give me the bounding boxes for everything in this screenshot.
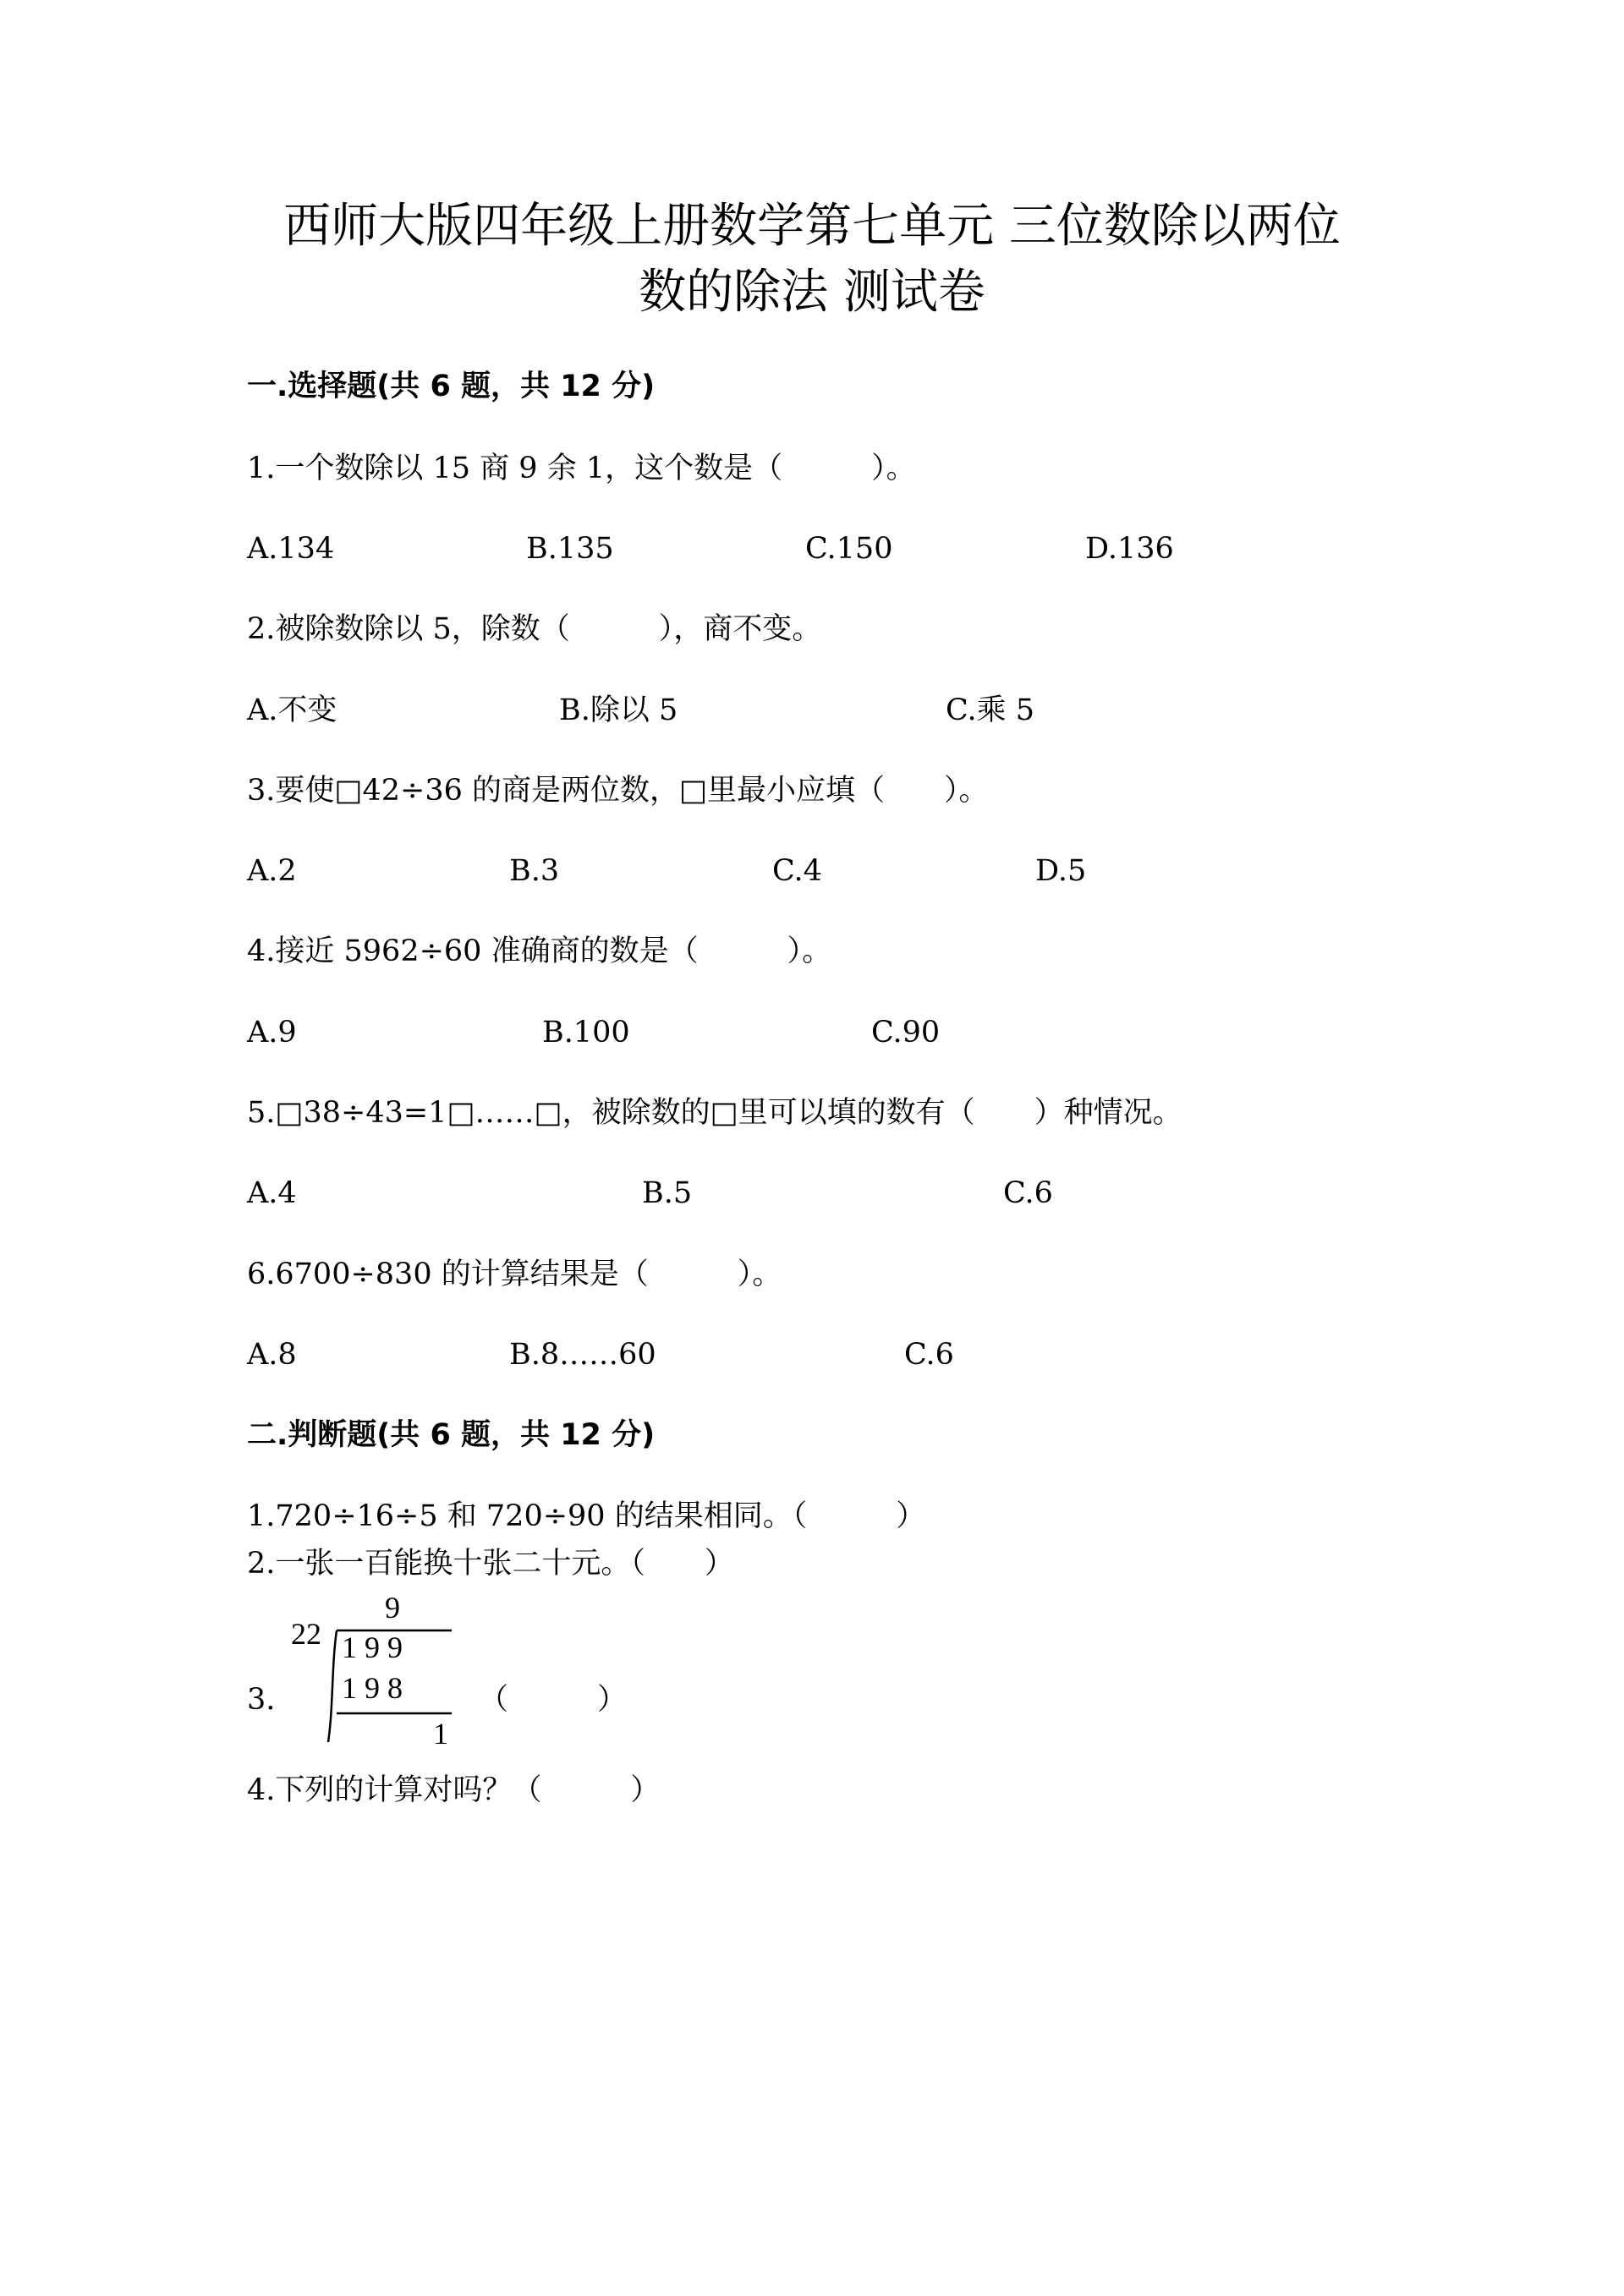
option-a: A.4 — [247, 1176, 297, 1210]
dividend: 1 9 9 — [342, 1630, 403, 1664]
question-text: 4.下列的计算对吗？（ ） — [247, 1773, 661, 1807]
question-text: 5.□38÷43=1□……□，被除数的□里可以填的数有（ ）种情况。 — [247, 1096, 1182, 1130]
remainder: 1 — [433, 1717, 448, 1751]
product: 1 9 8 — [342, 1671, 403, 1705]
option-c: C.150 — [805, 532, 893, 566]
division-bracket — [328, 1630, 337, 1742]
option-c: C.乘 5 — [946, 693, 1035, 727]
divisor: 22 — [291, 1617, 321, 1651]
option-a: A.2 — [247, 854, 297, 888]
question-text: 3.要使□42÷36 的商是两位数，□里最小应填（ ）。 — [247, 774, 989, 808]
question-text: 6.6700÷830 的计算结果是（ ）。 — [247, 1258, 782, 1291]
option-c: C.6 — [1003, 1176, 1053, 1210]
option-a: A.不变 — [247, 693, 337, 727]
question-number: 3. — [247, 1683, 276, 1717]
option-c: C.90 — [871, 1016, 941, 1049]
question-text: 2.被除数除以 5，除数（ ），商不变。 — [247, 612, 822, 646]
option-b: B.5 — [642, 1176, 693, 1210]
option-b: B.100 — [542, 1016, 630, 1049]
long-division-figure — [247, 1590, 484, 1751]
question-text: 1.一个数除以 15 商 9 余 1，这个数是（ ）。 — [247, 452, 916, 485]
option-d: D.5 — [1035, 854, 1087, 888]
section-heading-choice: 一.选择题(共 6 题，共 12 分) — [247, 370, 656, 403]
question-text: 2.一张一百能换十张二十元。（ ） — [247, 1547, 734, 1581]
page-title-line-1: 西师大版四年级上册数学第七单元 三位数除以两位 — [283, 199, 1341, 254]
option-a: A.134 — [247, 532, 335, 566]
option-c: C.4 — [772, 854, 822, 888]
option-b: B.135 — [526, 532, 614, 566]
question-text: 1.720÷16÷5 和 720÷90 的结果相同。（ ） — [247, 1499, 926, 1533]
option-c: C.6 — [904, 1338, 954, 1372]
page-title-line-2: 数的除法 测试卷 — [639, 265, 985, 320]
section-heading-judge: 二.判断题(共 6 题，共 12 分) — [247, 1418, 656, 1452]
option-b: B.除以 5 — [559, 693, 678, 727]
quotient: 9 — [385, 1591, 400, 1625]
option-b: B.8……60 — [509, 1338, 656, 1372]
option-a: A.9 — [247, 1016, 297, 1049]
answer-parentheses: （ ） — [479, 1683, 628, 1717]
question-text: 4.接近 5962÷60 准确商的数是（ ）。 — [247, 934, 832, 968]
option-a: A.8 — [247, 1338, 297, 1372]
option-d: D.136 — [1085, 532, 1174, 566]
option-b: B.3 — [509, 854, 560, 888]
